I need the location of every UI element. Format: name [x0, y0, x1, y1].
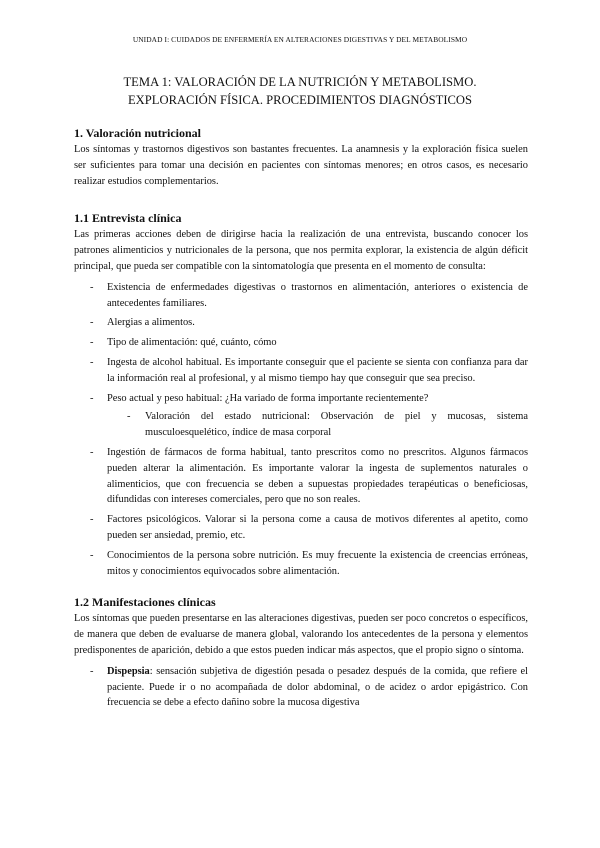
- topic-title-line-1: TEMA 1: VALORACIÓN DE LA NUTRICIÓN Y METABOLISMO.: [123, 75, 477, 89]
- nested-list-item: [107, 409, 528, 441]
- list-item-text: Ingestión de fármacos de forma habitual, tanto prescritos como no prescritos. Algunos fármacos pueden alterar la alimentación. Es importante valorar la ingesta de suplementos naturales o alimenticios, que con frecuencia se deben a supuestas propiedades terapéuticas o beneficiosas, difundidas con intereses comerciales, pero que no son reales.: [107, 446, 528, 506]
- section-heading-valoracion-nutricional: 1. Valoración nutricional: [74, 126, 202, 140]
- dash-bullet: -: [90, 446, 94, 458]
- list-item-text: Existencia de enfermedades digestivas o trastornos en alimentación, anteriores o existencia de antecedentes familiares.: [107, 281, 528, 309]
- dash-bullet: -: [90, 665, 94, 677]
- list-item: [74, 512, 528, 544]
- document-body: [74, 125, 528, 715]
- dash-bullet: -: [90, 356, 94, 368]
- list-item: [74, 315, 528, 331]
- list-item: [74, 548, 528, 580]
- paragraph-valoracion-nutricional: Los síntomas y trastornos digestivos son bastantes frecuentes. La anamnesis y la exploración física suelen ser suficientes para tomar una decisión en pacientes con síntomas menores; en otros casos, es necesario realizar estudios complementarios.: [74, 144, 528, 187]
- list-item-text: Peso actual y peso habitual: ¿Ha variado de forma importante recientemente?: [107, 392, 429, 404]
- list-item: [74, 335, 528, 351]
- dash-bullet: -: [90, 281, 94, 293]
- section-heading-manifestaciones-clinicas: 1.2 Manifestaciones clínicas: [74, 595, 216, 610]
- list-item-text: Tipo de alimentación: qué, cuánto, cómo: [107, 337, 277, 349]
- paragraph-manifestaciones-clinicas: Los síntomas que pueden presentarse en las alteraciones digestivas, pueden ser poco concretos o específicos, de manera que deben de evaluarse de manera global, valorando los antecedentes de la persona y elementos predisponentes de aparición, debido a que estos pueden indicar más aspectos, que el propio signo o síntoma.: [74, 613, 528, 656]
- list-item: [74, 664, 528, 711]
- dash-bullet: -: [90, 337, 94, 349]
- dash-bullet: -: [90, 549, 94, 561]
- list-item: [74, 391, 528, 441]
- entrevista-list: [74, 280, 528, 580]
- list-item-text: Ingesta de alcohol habitual. Es importante conseguir que el paciente se sienta con confianza para dar la información real al profesional, y al mismo tiempo hay que conseguir que sea preciso.: [107, 356, 528, 384]
- list-item: [74, 355, 528, 387]
- running-header: UNIDAD I: CUIDADOS DE ENFERMERÍA EN ALTERACIONES DIGESTIVAS Y DEL METABOLISMO: [132, 35, 468, 44]
- topic-title: [60, 73, 540, 109]
- list-item: [74, 280, 528, 312]
- dash-bullet: -: [90, 317, 94, 329]
- nested-list: [107, 409, 528, 441]
- manifestaciones-list: [74, 664, 528, 711]
- dash-bullet: -: [90, 514, 94, 526]
- list-item-text: Factores psicológicos. Valorar si la persona come a causa de motivos diferentes al apetito, como pueden ser ansiedad, premio, etc.: [107, 514, 528, 541]
- nested-list-item-text: Valoración del estado nutricional: Observación de piel y mucosas, sistema musculoesquelético, índice de masa corporal: [145, 411, 528, 439]
- topic-title-line-2: EXPLORACIÓN FÍSICA. PROCEDIMIENTOS DIAGNÓSTICOS: [127, 93, 473, 107]
- list-item-text: Conocimientos de la persona sobre nutrición. Es muy frecuente la existencia de creencias erróneas, mitos y conocimientos equivocados sobre alimentación.: [107, 549, 528, 577]
- dispepsia-definition: : sensación subjetiva de digestión pesada o pesadez después de la comida, que refiere el paciente. Puede ir o no acompañada de dolor abdominal, o de acidez o ardor epigástrico. Con frecuencia se debe a efecto dañino sobre la mucosa digestiva: [107, 665, 528, 709]
- paragraph-entrevista-clinica: Las primeras acciones deben de dirigirse hacia la realización de una entrevista, buscando conocer los patrones alimenticios y nutricionales de la persona, que nos permita explorar, la existencia de algún déficit principal, que pueda ser compatible con la sintomatología que presenta en el momento de consulta:: [74, 229, 528, 272]
- dash-bullet: -: [90, 392, 94, 404]
- section-heading-entrevista-clinica: 1.1 Entrevista clínica: [74, 211, 182, 226]
- dash-bullet: -: [127, 411, 131, 423]
- list-item-text: Alergias a alimentos.: [107, 317, 195, 329]
- list-item: [74, 445, 528, 508]
- term-dispepsia: Dispepsia: [107, 665, 150, 677]
